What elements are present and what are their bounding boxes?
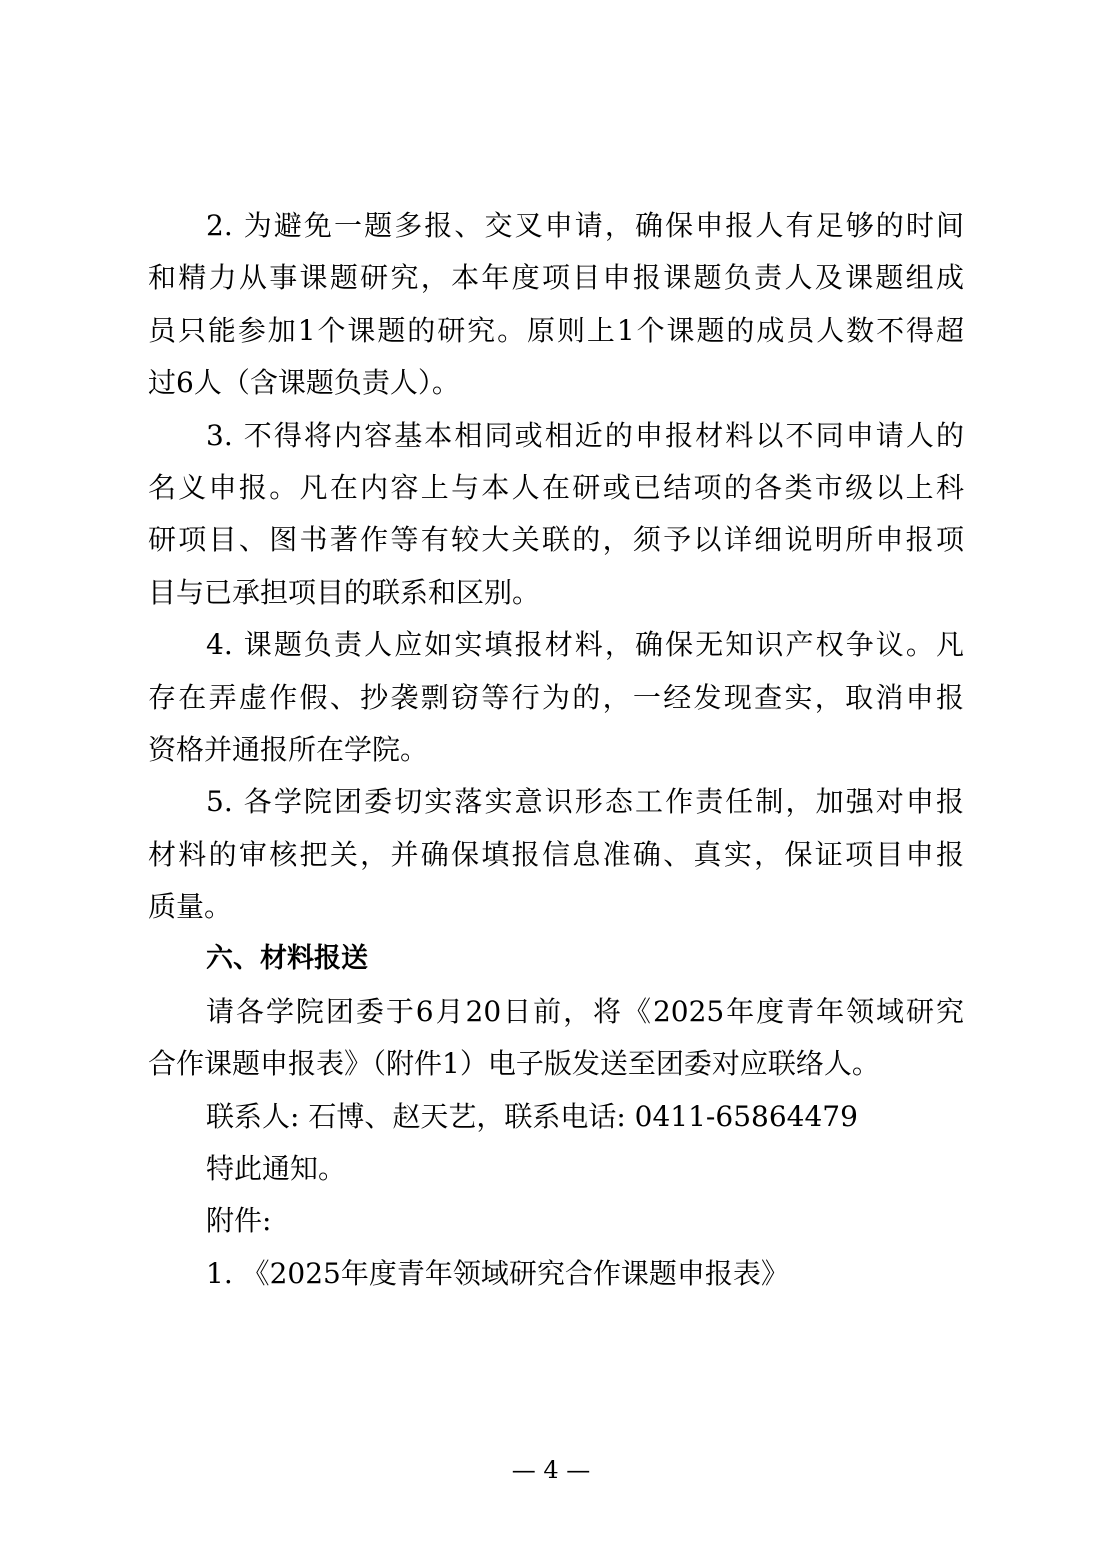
paragraph-line: 目与已承担项目的联系和区别。: [148, 575, 541, 609]
paragraph-line: 质量。: [148, 890, 233, 924]
paragraph-item-2: [148, 200, 964, 410]
paragraph-line: 请各学院团委于6月20日前，将《2025年度青年领域研究: [206, 994, 964, 1028]
paragraph-line: 名义申报。凡在内容上与本人在研或已结项的各类市级以上科: [148, 470, 964, 504]
paragraph-item-4: [148, 619, 964, 776]
paragraph-item-5: [148, 776, 964, 933]
paragraph-line: 材料的审核把关，并确保填报信息准确、真实，保证项目申报: [148, 837, 964, 871]
closing-line: 特此通知。: [206, 1152, 347, 1186]
paragraph-line: 4. 课题负责人应如实填报材料，确保无知识产权争议。凡: [206, 628, 964, 662]
section-heading: 六、材料报送: [206, 943, 368, 975]
attachment-item-1: 1. 《2025年度青年领域研究合作课题申报表》: [206, 1256, 789, 1290]
paragraph-line: 过6人（含课题负责人）。: [148, 366, 460, 400]
paragraph-line: 和精力从事课题研究，本年度项目申报课题负责人及课题组成: [148, 261, 964, 295]
paragraph-item-3: [148, 410, 964, 620]
paragraph-line: 研项目、图书著作等有较大关联的，须予以详细说明所申报项: [148, 523, 964, 557]
page-number: — 4 —: [511, 1456, 591, 1484]
body-text: [148, 200, 964, 1300]
contact-line: 联系人: 石博、赵天艺，联系电话: 0411-65864479: [206, 1099, 858, 1133]
attachments-label: 附件:: [206, 1204, 272, 1238]
paragraph-line: 资格并通报所在学院。: [148, 732, 429, 766]
paragraph-line: 员只能参加1个课题的研究。原则上1个课题的成员人数不得超: [148, 313, 964, 347]
submission-paragraph: [148, 986, 964, 1091]
paragraph-line: 5. 各学院团委切实落实意识形态工作责任制，加强对申报: [206, 785, 964, 819]
paragraph-line: 存在弄虚作假、抄袭剽窃等行为的，一经发现查实，取消申报: [148, 680, 964, 714]
paragraph-line: 合作课题申报表》（附件1）电子版发送至团委对应联络人。: [148, 1047, 880, 1081]
paragraph-line: 2. 为避免一题多报、交叉申请，确保申报人有足够的时间: [206, 209, 964, 242]
paragraph-line: 3. 不得将内容基本相同或相近的申报材料以不同申请人的: [206, 418, 964, 452]
